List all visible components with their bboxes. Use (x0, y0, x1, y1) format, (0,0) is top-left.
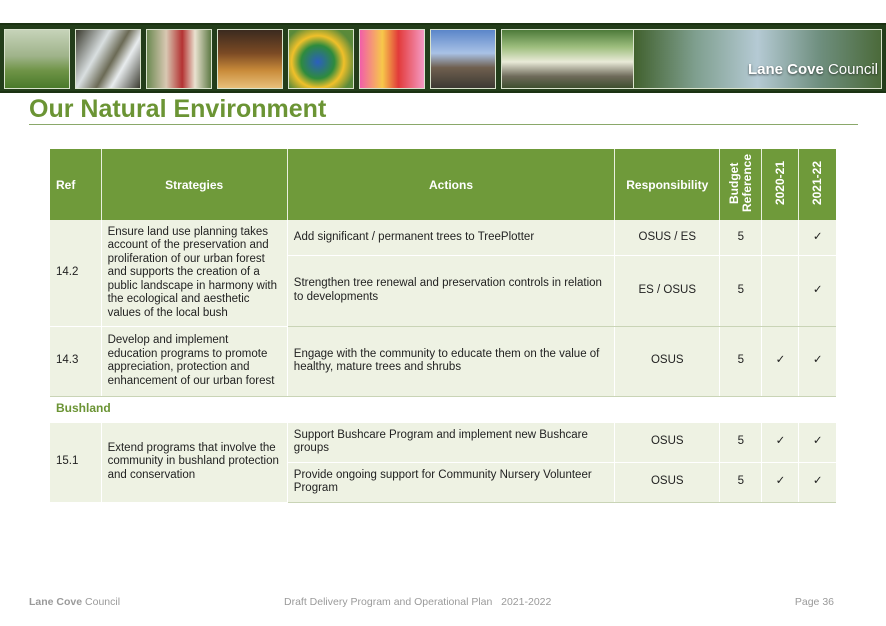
table-row (50, 326, 836, 396)
building-photo (430, 29, 496, 89)
y2-check-cell: ✓ (799, 422, 836, 462)
col-header-actions: Actions (287, 149, 614, 220)
park-photo (4, 29, 70, 89)
dancer-photo (359, 29, 425, 89)
action-cell: Support Bushcare Program and implement new Bushcare groups (287, 422, 614, 462)
col-header-strategies: Strategies (101, 149, 287, 220)
section-heading: Bushland (50, 396, 836, 422)
footer-org-light: Council (85, 596, 121, 608)
strategy-cell: Develop and implement education programs to promote appreciation, protection and enhancement of our urban forest (101, 326, 287, 396)
festival-photo (146, 29, 212, 89)
ref-cell: 15.1 (50, 422, 101, 502)
brand-bold: Lane Cove (747, 61, 824, 78)
col-header-budget (720, 149, 762, 220)
y2-check-cell: ✓ (799, 220, 836, 255)
table-header-row (50, 149, 836, 220)
action-cell: Provide ongoing support for Community Nursery Volunteer Program (287, 462, 614, 502)
waterfall-photo (75, 29, 141, 89)
y2-check-cell: ✓ (799, 326, 836, 396)
budget-cell: 5 (720, 220, 762, 255)
footer-document (284, 596, 551, 608)
table-row (50, 422, 836, 462)
footer-org (29, 596, 120, 608)
y1-cell (762, 220, 799, 255)
parrot-photo (288, 29, 354, 89)
y2-check-cell: ✓ (799, 462, 836, 502)
y1-check-cell: ✓ (762, 462, 799, 502)
responsibility-cell: OSUS (615, 422, 720, 462)
ref-cell: 14.2 (50, 220, 101, 326)
action-cell: Add significant / permanent trees to TreePlotter (287, 220, 614, 255)
market-photo (217, 29, 283, 89)
footer-doc-years: 2021-2022 (501, 596, 552, 608)
responsibility-cell: ES / OSUS (615, 255, 720, 326)
col-header-2020-21 (762, 149, 799, 220)
budget-header-text: Budget Reference (726, 153, 754, 213)
y1-cell (762, 255, 799, 326)
ref-cell: 14.3 (50, 326, 101, 396)
col-header-ref: Ref (50, 149, 101, 220)
table-row (50, 220, 836, 255)
header-banner (0, 23, 886, 93)
council-logo-text (748, 61, 878, 78)
title-divider (29, 124, 858, 125)
page-number: Page 36 (794, 596, 834, 608)
action-cell: Engage with the community to educate them on the value of healthy, mature trees and shrubs (287, 326, 614, 396)
brand-light: Council (827, 61, 878, 78)
footer-org-bold: Lane Cove (29, 596, 83, 608)
y2-header-text: 2021-22 (810, 160, 825, 206)
actions-table (50, 149, 836, 503)
community-photo (501, 29, 634, 89)
budget-cell: 5 (720, 422, 762, 462)
section-row (50, 396, 836, 422)
budget-cell: 5 (720, 326, 762, 396)
budget-cell: 5 (720, 255, 762, 326)
responsibility-cell: OSUS (615, 462, 720, 502)
harbour-photo (634, 29, 882, 89)
y1-check-cell: ✓ (762, 422, 799, 462)
strategy-cell: Ensure land use planning takes account of the preservation and proliferation of our urban forest and supports the creation of a public landscape in harmony with the ecological and aesthetic values of the local bush (101, 220, 287, 326)
y1-check-cell: ✓ (762, 326, 799, 396)
strategy-cell: Extend programs that involve the community in bushland protection and conservation (101, 422, 287, 502)
action-cell: Strengthen tree renewal and preservation controls in relation to developments (287, 255, 614, 326)
y1-header-text: 2020-21 (772, 160, 787, 206)
page-title: Our Natural Environment (29, 95, 327, 123)
responsibility-cell: OSUS / ES (615, 220, 720, 255)
col-header-2021-22 (799, 149, 836, 220)
budget-cell: 5 (720, 462, 762, 502)
responsibility-cell: OSUS (615, 326, 720, 396)
footer-doc-title: Draft Delivery Program and Operational Plan (284, 596, 493, 608)
y2-check-cell: ✓ (799, 255, 836, 326)
col-header-responsibility: Responsibility (615, 149, 720, 220)
